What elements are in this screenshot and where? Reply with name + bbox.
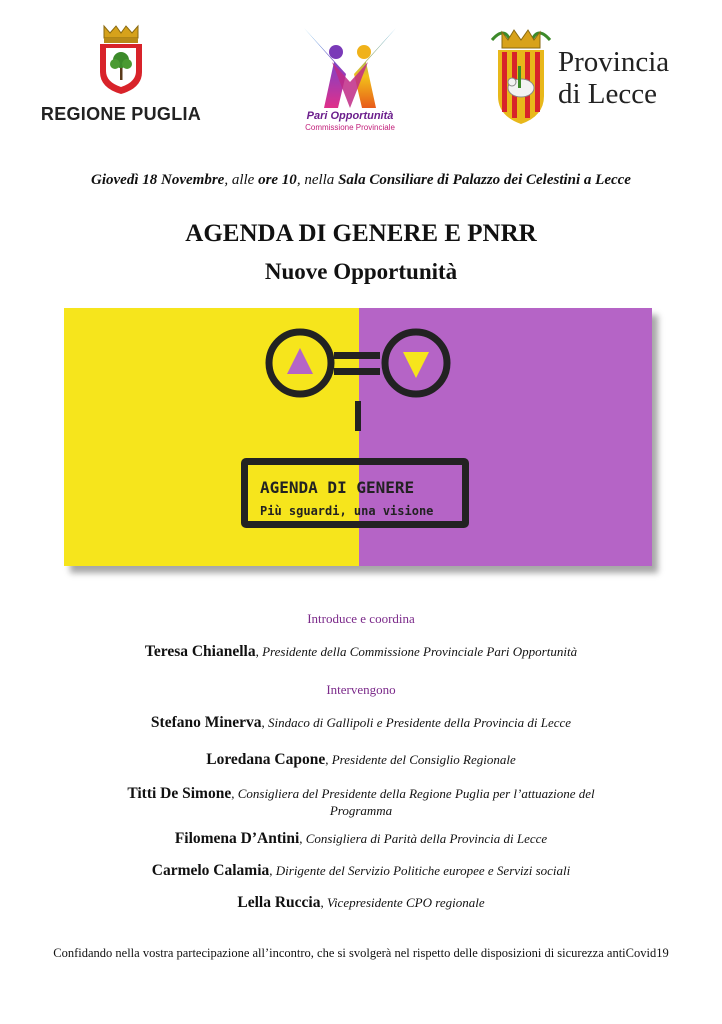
agenda-banner [64, 308, 652, 566]
provincia-label-line2: di Lecce [558, 78, 658, 110]
pari-opportunita-label: Pari Opportunità [306, 110, 394, 122]
pari-opportunita-sublabel: Commissione Provinciale [305, 123, 395, 132]
section-speakers: Intervengono [326, 682, 396, 697]
speaker-role: Dirigente del Servizio Politiche europee e Servizi sociali [275, 863, 571, 878]
speaker-role-continued: Programma [329, 803, 393, 818]
speaker-role: Sindaco di Gallipoli e Presidente della Provincia di Lecce [268, 715, 572, 730]
coordinator-role: Presidente della Commissione Provinciale Pari Opportunità [262, 644, 578, 659]
speaker-role: Vicepresidente CPO regionale [326, 895, 485, 910]
banner-title: AGENDA DI GENERE [260, 478, 415, 497]
pari-opportunita-logo [294, 22, 406, 134]
banner-tagline: Più sguardi, una visione [260, 504, 434, 518]
speaker-line: Titti De Simone, Consigliera del Presidente della Regione Puglia per l’attuazione del [127, 785, 595, 802]
event-sep-1: , alle [224, 172, 259, 188]
speaker-name: Filomena D’Antini [174, 830, 300, 847]
speaker-role: Consigliera di Parità della Provincia di Lecce [305, 831, 548, 846]
speaker-line: Lella Ruccia, Vicepresidente CPO regionale [237, 894, 485, 911]
section-intro: Introduce e coordina [307, 611, 415, 626]
speaker-line: Loredana Capone, Presidente del Consiglio Regionale [206, 751, 516, 768]
footer-note: Confidando nella vostra partecipazione all’incontro, che si svolgerà nel rispetto delle disposizioni di sicurezza antiCovid19 [53, 946, 669, 960]
regione-puglia-label: REGIONE PUGLIA [40, 104, 202, 124]
speaker-line: Filomena D’Antini, Consigliera di Parità della Provincia di Lecce [174, 830, 548, 847]
provincia-lecce-crest-icon [488, 26, 554, 126]
speaker-name: Stefano Minerva [150, 714, 262, 731]
event-sep-2: , nella [296, 172, 339, 188]
page-title: AGENDA DI GENERE E PNRR [185, 220, 537, 247]
event-day: Giovedì 18 Novembre [91, 172, 225, 188]
event-time: ore 10 [258, 172, 297, 188]
speaker-role: Presidente del Consiglio Regionale [331, 752, 516, 767]
page-subtitle: Nuove Opportunità [264, 259, 458, 284]
speaker-role: Consigliera del Presidente della Regione Puglia per l’attuazione del [237, 786, 595, 801]
speaker-line: Stefano Minerva, Sindaco di Gallipoli e Presidente della Provincia di Lecce [150, 714, 572, 731]
provincia-label-line1: Provincia [558, 46, 670, 78]
coordinator-name: Teresa Chianella [144, 643, 256, 660]
speaker-name: Loredana Capone [206, 751, 326, 768]
provincia-lecce-logo [488, 26, 688, 128]
event-place: Sala Consiliare di Palazzo dei Celestini a Lecce [338, 172, 631, 188]
speaker-line: Carmelo Calamia, Dirigente del Servizio Politiche europee e Servizi sociali [151, 862, 571, 879]
regione-puglia-logo [40, 24, 202, 132]
speaker-name: Titti De Simone [127, 785, 232, 802]
event-details [0, 172, 722, 189]
speaker-name: Carmelo Calamia [151, 862, 270, 879]
speaker-name: Lella Ruccia [237, 894, 321, 911]
coordinator-line: Teresa Chianella, Presidente della Commissione Provinciale Pari Opportunità [144, 643, 578, 660]
regione-puglia-crest-icon [96, 24, 146, 96]
pari-opportunita-figures-icon [294, 22, 406, 112]
speaker-line-continued [0, 803, 722, 819]
